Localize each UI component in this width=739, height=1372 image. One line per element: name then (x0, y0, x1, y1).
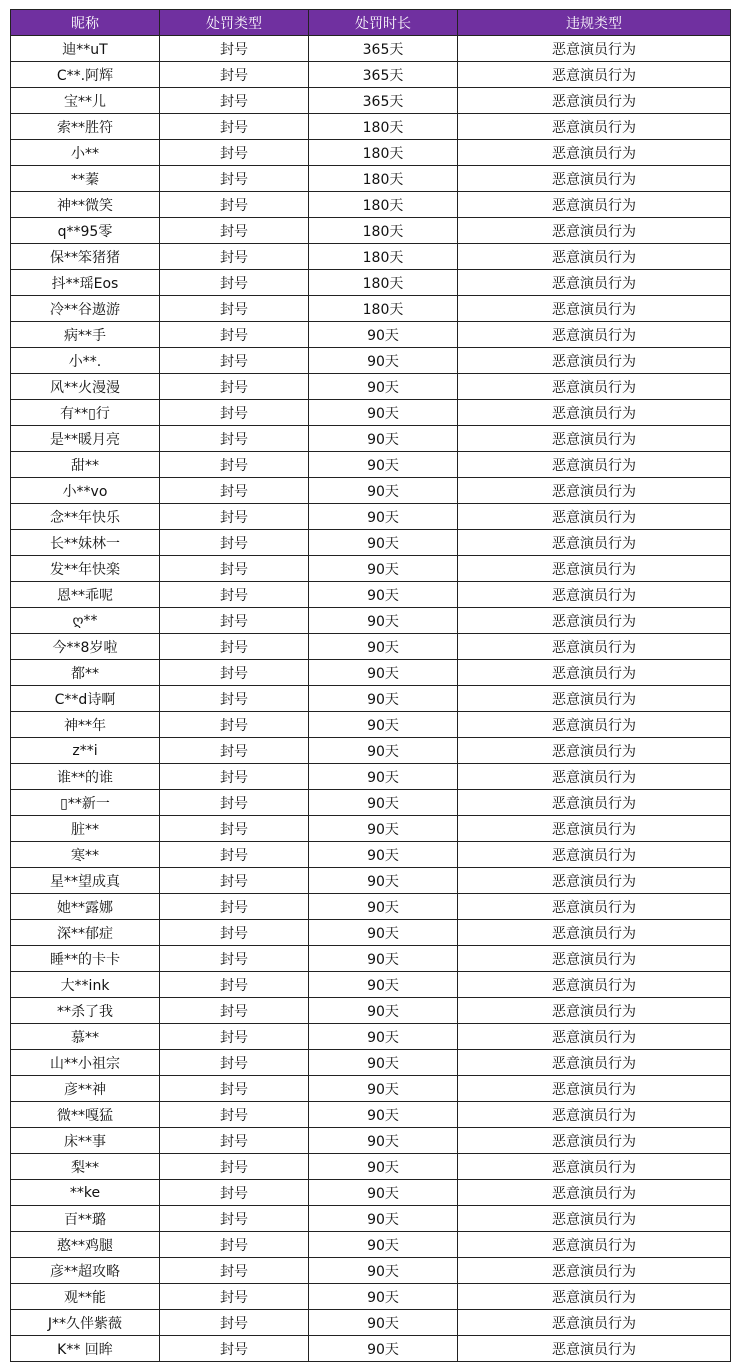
cell-nickname: 观**能 (11, 1284, 160, 1310)
cell-penalty-type: 封号 (160, 1180, 309, 1206)
cell-penalty-type: 封号 (160, 88, 309, 114)
cell-penalty-duration: 180天 (309, 166, 458, 192)
cell-nickname: 抖**瑶Eos (11, 270, 160, 296)
cell-penalty-duration: 180天 (309, 296, 458, 322)
cell-violation-type: 恶意演员行为 (458, 946, 731, 972)
cell-nickname: 脏** (11, 816, 160, 842)
cell-violation-type: 恶意演员行为 (458, 296, 731, 322)
cell-nickname: 神**微笑 (11, 192, 160, 218)
cell-violation-type: 恶意演员行为 (458, 88, 731, 114)
cell-penalty-duration: 90天 (309, 1154, 458, 1180)
cell-nickname: 都** (11, 660, 160, 686)
cell-penalty-duration: 365天 (309, 36, 458, 62)
cell-penalty-duration: 90天 (309, 634, 458, 660)
cell-violation-type: 恶意演员行为 (458, 894, 731, 920)
cell-penalty-duration: 180天 (309, 218, 458, 244)
cell-nickname: 索**胜符 (11, 114, 160, 140)
cell-penalty-type: 封号 (160, 504, 309, 530)
table-header-row (11, 10, 731, 36)
cell-violation-type: 恶意演员行为 (458, 140, 731, 166)
cell-penalty-type: 封号 (160, 114, 309, 140)
cell-penalty-duration: 90天 (309, 1128, 458, 1154)
cell-nickname: 深**郁症 (11, 920, 160, 946)
cell-penalty-duration: 90天 (309, 530, 458, 556)
cell-penalty-type: 封号 (160, 920, 309, 946)
cell-penalty-duration: 90天 (309, 894, 458, 920)
cell-violation-type: 恶意演员行为 (458, 920, 731, 946)
header-violation-type: 违规类型 (458, 10, 731, 36)
cell-penalty-duration: 90天 (309, 920, 458, 946)
header-nickname: 昵称 (11, 10, 160, 36)
cell-violation-type: 恶意演员行为 (458, 452, 731, 478)
cell-nickname: J**久伴紫薇 (11, 1310, 160, 1336)
cell-nickname: ▯**新一 (11, 790, 160, 816)
cell-penalty-duration: 180天 (309, 114, 458, 140)
table-row (11, 244, 731, 270)
cell-violation-type: 恶意演员行为 (458, 1336, 731, 1362)
cell-penalty-type: 封号 (160, 634, 309, 660)
table-row (11, 1284, 731, 1310)
cell-violation-type: 恶意演员行为 (458, 1284, 731, 1310)
cell-violation-type: 恶意演员行为 (458, 504, 731, 530)
cell-nickname: 星**望成真 (11, 868, 160, 894)
table-row (11, 634, 731, 660)
cell-nickname: 寒** (11, 842, 160, 868)
cell-nickname: ღ** (11, 608, 160, 634)
cell-penalty-duration: 90天 (309, 842, 458, 868)
cell-violation-type: 恶意演员行为 (458, 244, 731, 270)
cell-nickname: 是**暖月亮 (11, 426, 160, 452)
table-row (11, 166, 731, 192)
cell-violation-type: 恶意演员行为 (458, 1310, 731, 1336)
table-row (11, 218, 731, 244)
table-row (11, 816, 731, 842)
cell-nickname: 微**嘎猛 (11, 1102, 160, 1128)
cell-penalty-duration: 90天 (309, 478, 458, 504)
cell-violation-type: 恶意演员行为 (458, 36, 731, 62)
table-row (11, 322, 731, 348)
cell-penalty-type: 封号 (160, 452, 309, 478)
cell-penalty-duration: 90天 (309, 660, 458, 686)
cell-violation-type: 恶意演员行为 (458, 1076, 731, 1102)
cell-violation-type: 恶意演员行为 (458, 556, 731, 582)
table-row (11, 660, 731, 686)
cell-nickname: 迪**uT (11, 36, 160, 62)
cell-nickname: **ke (11, 1180, 160, 1206)
cell-penalty-duration: 90天 (309, 608, 458, 634)
cell-nickname: 风**火漫漫 (11, 374, 160, 400)
cell-nickname: **杀了我 (11, 998, 160, 1024)
cell-penalty-type: 封号 (160, 478, 309, 504)
table-row (11, 998, 731, 1024)
cell-violation-type: 恶意演员行为 (458, 972, 731, 998)
cell-nickname: 小**. (11, 348, 160, 374)
cell-violation-type: 恶意演员行为 (458, 1128, 731, 1154)
cell-violation-type: 恶意演员行为 (458, 738, 731, 764)
table-row (11, 1024, 731, 1050)
cell-penalty-duration: 90天 (309, 426, 458, 452)
cell-penalty-type: 封号 (160, 322, 309, 348)
cell-penalty-duration: 90天 (309, 686, 458, 712)
cell-nickname: z**i (11, 738, 160, 764)
table-row (11, 114, 731, 140)
cell-penalty-duration: 180天 (309, 140, 458, 166)
penalty-table (10, 9, 731, 1362)
cell-penalty-duration: 90天 (309, 348, 458, 374)
cell-nickname: 憨**鸡腿 (11, 1232, 160, 1258)
cell-penalty-duration: 90天 (309, 1336, 458, 1362)
cell-penalty-type: 封号 (160, 1128, 309, 1154)
cell-penalty-type: 封号 (160, 738, 309, 764)
table-row (11, 920, 731, 946)
table-row (11, 1180, 731, 1206)
cell-penalty-duration: 90天 (309, 1232, 458, 1258)
table-row (11, 868, 731, 894)
cell-nickname: 梨** (11, 1154, 160, 1180)
table-row (11, 1154, 731, 1180)
table-row (11, 192, 731, 218)
cell-nickname: 恩**乖呢 (11, 582, 160, 608)
cell-penalty-type: 封号 (160, 1076, 309, 1102)
cell-penalty-duration: 90天 (309, 582, 458, 608)
cell-penalty-duration: 90天 (309, 868, 458, 894)
cell-penalty-type: 封号 (160, 1310, 309, 1336)
table-row (11, 452, 731, 478)
cell-nickname: 神**年 (11, 712, 160, 738)
cell-penalty-type: 封号 (160, 1232, 309, 1258)
table-row (11, 738, 731, 764)
cell-penalty-duration: 90天 (309, 1024, 458, 1050)
cell-penalty-type: 封号 (160, 270, 309, 296)
table-row (11, 374, 731, 400)
cell-penalty-type: 封号 (160, 1206, 309, 1232)
cell-penalty-duration: 90天 (309, 712, 458, 738)
cell-nickname: 彦**神 (11, 1076, 160, 1102)
table-row (11, 478, 731, 504)
cell-violation-type: 恶意演员行为 (458, 1258, 731, 1284)
table-row (11, 764, 731, 790)
cell-violation-type: 恶意演员行为 (458, 868, 731, 894)
cell-nickname: C**d诗啊 (11, 686, 160, 712)
table-row (11, 1336, 731, 1362)
cell-violation-type: 恶意演员行为 (458, 192, 731, 218)
cell-penalty-duration: 90天 (309, 322, 458, 348)
cell-penalty-duration: 90天 (309, 1206, 458, 1232)
cell-penalty-duration: 90天 (309, 400, 458, 426)
cell-penalty-type: 封号 (160, 192, 309, 218)
cell-penalty-type: 封号 (160, 530, 309, 556)
cell-violation-type: 恶意演员行为 (458, 166, 731, 192)
table-row (11, 582, 731, 608)
table-row (11, 140, 731, 166)
cell-penalty-duration: 365天 (309, 88, 458, 114)
cell-nickname: 有**▯行 (11, 400, 160, 426)
cell-penalty-type: 封号 (160, 582, 309, 608)
table-row (11, 790, 731, 816)
cell-penalty-type: 封号 (160, 946, 309, 972)
cell-penalty-type: 封号 (160, 426, 309, 452)
cell-penalty-type: 封号 (160, 62, 309, 88)
table-row (11, 504, 731, 530)
cell-penalty-duration: 90天 (309, 452, 458, 478)
table-row (11, 36, 731, 62)
table-row (11, 296, 731, 322)
cell-nickname: 小** (11, 140, 160, 166)
cell-penalty-duration: 90天 (309, 374, 458, 400)
cell-violation-type: 恶意演员行为 (458, 1050, 731, 1076)
cell-penalty-duration: 90天 (309, 504, 458, 530)
cell-penalty-duration: 90天 (309, 1076, 458, 1102)
cell-penalty-duration: 90天 (309, 998, 458, 1024)
cell-violation-type: 恶意演员行为 (458, 608, 731, 634)
cell-penalty-duration: 90天 (309, 1050, 458, 1076)
table-row (11, 1206, 731, 1232)
cell-penalty-type: 封号 (160, 790, 309, 816)
cell-violation-type: 恶意演员行为 (458, 1206, 731, 1232)
cell-penalty-type: 封号 (160, 868, 309, 894)
cell-penalty-type: 封号 (160, 400, 309, 426)
table-row (11, 686, 731, 712)
cell-penalty-duration: 90天 (309, 972, 458, 998)
table-row (11, 1128, 731, 1154)
cell-penalty-duration: 90天 (309, 816, 458, 842)
table-row (11, 1232, 731, 1258)
cell-violation-type: 恶意演员行为 (458, 634, 731, 660)
cell-penalty-type: 封号 (160, 374, 309, 400)
table-body (11, 36, 731, 1362)
table-row (11, 712, 731, 738)
cell-penalty-type: 封号 (160, 244, 309, 270)
cell-penalty-type: 封号 (160, 1102, 309, 1128)
cell-violation-type: 恶意演员行为 (458, 400, 731, 426)
cell-violation-type: 恶意演员行为 (458, 842, 731, 868)
cell-penalty-duration: 180天 (309, 192, 458, 218)
cell-penalty-type: 封号 (160, 36, 309, 62)
cell-nickname: K** 回眸 (11, 1336, 160, 1362)
cell-violation-type: 恶意演员行为 (458, 1154, 731, 1180)
cell-nickname: 长**妹林一 (11, 530, 160, 556)
cell-nickname: 睡**的卡卡 (11, 946, 160, 972)
cell-violation-type: 恶意演员行为 (458, 764, 731, 790)
cell-violation-type: 恶意演员行为 (458, 816, 731, 842)
cell-violation-type: 恶意演员行为 (458, 1102, 731, 1128)
penalty-table-container (10, 9, 730, 1362)
cell-penalty-duration: 90天 (309, 1310, 458, 1336)
table-row (11, 608, 731, 634)
table-row (11, 530, 731, 556)
cell-violation-type: 恶意演员行为 (458, 998, 731, 1024)
cell-penalty-duration: 365天 (309, 62, 458, 88)
cell-nickname: 彦**超攻略 (11, 1258, 160, 1284)
cell-nickname: 百**璐 (11, 1206, 160, 1232)
table-row (11, 88, 731, 114)
cell-penalty-type: 封号 (160, 608, 309, 634)
cell-violation-type: 恶意演员行为 (458, 270, 731, 296)
cell-nickname: 甜** (11, 452, 160, 478)
table-row (11, 894, 731, 920)
cell-nickname: 冷**谷遨游 (11, 296, 160, 322)
cell-nickname: 她**露娜 (11, 894, 160, 920)
cell-penalty-duration: 90天 (309, 1102, 458, 1128)
cell-penalty-duration: 90天 (309, 946, 458, 972)
cell-violation-type: 恶意演员行为 (458, 218, 731, 244)
table-row (11, 1076, 731, 1102)
cell-penalty-type: 封号 (160, 140, 309, 166)
cell-violation-type: 恶意演员行为 (458, 712, 731, 738)
table-row (11, 556, 731, 582)
cell-nickname: C**.阿辉 (11, 62, 160, 88)
cell-violation-type: 恶意演员行为 (458, 114, 731, 140)
table-row (11, 1050, 731, 1076)
cell-penalty-duration: 90天 (309, 738, 458, 764)
cell-penalty-type: 封号 (160, 842, 309, 868)
cell-penalty-duration: 90天 (309, 1180, 458, 1206)
cell-nickname: 小**vo (11, 478, 160, 504)
cell-violation-type: 恶意演员行为 (458, 348, 731, 374)
cell-penalty-type: 封号 (160, 998, 309, 1024)
cell-nickname: 病**手 (11, 322, 160, 348)
table-row (11, 972, 731, 998)
cell-penalty-type: 封号 (160, 816, 309, 842)
cell-nickname: 床**事 (11, 1128, 160, 1154)
cell-penalty-type: 封号 (160, 1050, 309, 1076)
cell-penalty-duration: 90天 (309, 790, 458, 816)
cell-nickname: 保**笨猪猪 (11, 244, 160, 270)
cell-violation-type: 恶意演员行为 (458, 790, 731, 816)
cell-penalty-duration: 90天 (309, 1258, 458, 1284)
cell-penalty-type: 封号 (160, 218, 309, 244)
cell-penalty-type: 封号 (160, 660, 309, 686)
cell-penalty-type: 封号 (160, 166, 309, 192)
cell-violation-type: 恶意演员行为 (458, 62, 731, 88)
cell-violation-type: 恶意演员行为 (458, 1024, 731, 1050)
cell-penalty-duration: 180天 (309, 244, 458, 270)
cell-penalty-type: 封号 (160, 556, 309, 582)
cell-penalty-type: 封号 (160, 1284, 309, 1310)
cell-violation-type: 恶意演员行为 (458, 686, 731, 712)
cell-penalty-type: 封号 (160, 712, 309, 738)
cell-violation-type: 恶意演员行为 (458, 582, 731, 608)
cell-penalty-type: 封号 (160, 686, 309, 712)
cell-penalty-type: 封号 (160, 894, 309, 920)
table-row (11, 270, 731, 296)
table-row (11, 426, 731, 452)
table-row (11, 400, 731, 426)
table-row (11, 1102, 731, 1128)
cell-penalty-duration: 90天 (309, 764, 458, 790)
cell-penalty-duration: 180天 (309, 270, 458, 296)
cell-penalty-duration: 90天 (309, 1284, 458, 1310)
table-row (11, 1258, 731, 1284)
cell-penalty-type: 封号 (160, 972, 309, 998)
cell-violation-type: 恶意演员行为 (458, 1232, 731, 1258)
cell-violation-type: 恶意演员行为 (458, 374, 731, 400)
cell-penalty-duration: 90天 (309, 556, 458, 582)
cell-violation-type: 恶意演员行为 (458, 530, 731, 556)
cell-penalty-type: 封号 (160, 348, 309, 374)
cell-penalty-type: 封号 (160, 1336, 309, 1362)
header-penalty-type: 处罚类型 (160, 10, 309, 36)
table-row (11, 1310, 731, 1336)
table-row (11, 946, 731, 972)
table-row (11, 842, 731, 868)
cell-violation-type: 恶意演员行为 (458, 322, 731, 348)
cell-nickname: 今**8岁啦 (11, 634, 160, 660)
cell-nickname: 发**年快楽 (11, 556, 160, 582)
cell-penalty-type: 封号 (160, 1154, 309, 1180)
cell-nickname: q**95零 (11, 218, 160, 244)
cell-penalty-type: 封号 (160, 764, 309, 790)
table-row (11, 62, 731, 88)
cell-violation-type: 恶意演员行为 (458, 660, 731, 686)
table-row (11, 348, 731, 374)
cell-nickname: 大**ink (11, 972, 160, 998)
cell-violation-type: 恶意演员行为 (458, 1180, 731, 1206)
cell-violation-type: 恶意演员行为 (458, 478, 731, 504)
cell-nickname: 山**小祖宗 (11, 1050, 160, 1076)
header-penalty-duration: 处罚时长 (309, 10, 458, 36)
cell-nickname: 念**年快乐 (11, 504, 160, 530)
cell-violation-type: 恶意演员行为 (458, 426, 731, 452)
cell-penalty-type: 封号 (160, 1024, 309, 1050)
cell-penalty-type: 封号 (160, 1258, 309, 1284)
cell-nickname: **蓁 (11, 166, 160, 192)
cell-penalty-type: 封号 (160, 296, 309, 322)
cell-nickname: 谁**的谁 (11, 764, 160, 790)
cell-nickname: 慕** (11, 1024, 160, 1050)
cell-nickname: 宝**儿 (11, 88, 160, 114)
